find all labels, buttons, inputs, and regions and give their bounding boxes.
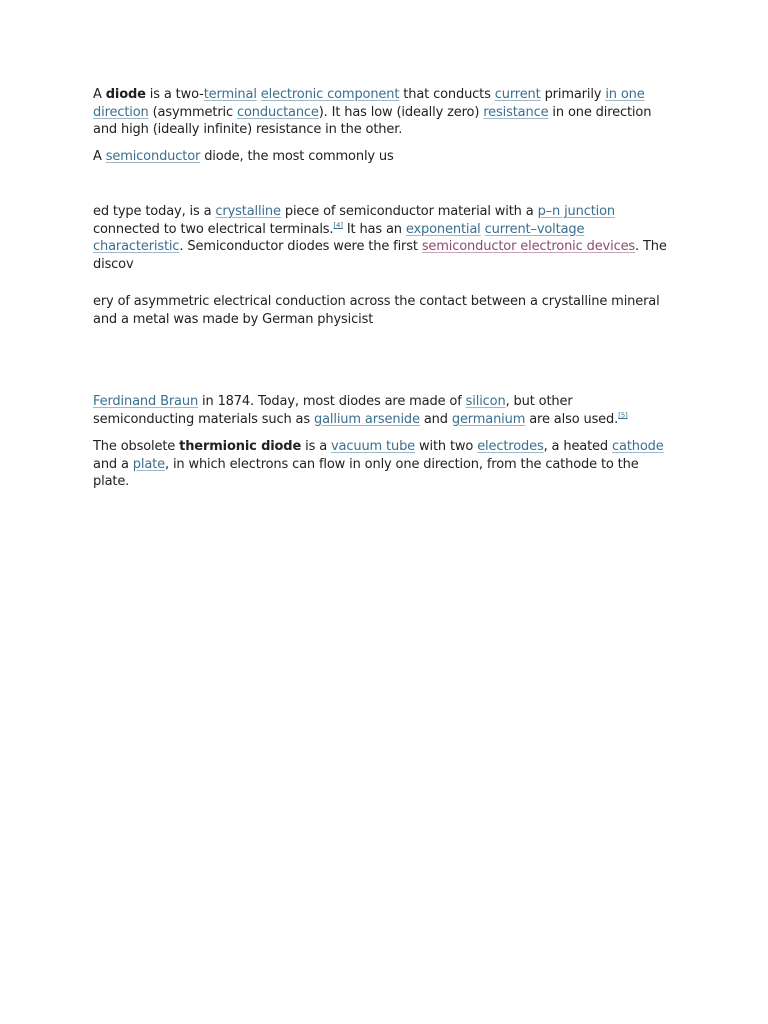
reference-link-5[interactable]: [5] xyxy=(618,411,628,420)
text: . The discov xyxy=(93,239,667,272)
link-conductance[interactable]: conductance xyxy=(236,104,319,120)
link-germanium[interactable]: germanium xyxy=(451,411,526,427)
text: A xyxy=(93,149,106,164)
text: primarily xyxy=(540,87,606,102)
text: piece of semiconductor material with a xyxy=(280,204,538,219)
text: are also used. xyxy=(525,411,619,427)
text: . Semiconductor diodes were the first xyxy=(179,239,422,255)
link-current-voltage-characteristic[interactable]: current–voltage characteristic xyxy=(93,221,585,255)
text: in 1874. Today, most diodes are made of xyxy=(198,394,466,409)
link-in-one-direction[interactable]: in one direction xyxy=(93,87,645,120)
link-electrodes[interactable]: electrodes xyxy=(477,439,544,454)
text: connected to two electrical terminals. xyxy=(93,221,334,237)
reference-5 xyxy=(618,411,627,419)
link-gallium-arsenide[interactable]: gallium arsenide xyxy=(313,411,420,427)
text: ed type today, is a xyxy=(93,204,216,219)
link-semiconductor-electronic-devices[interactable]: semiconductor electronic devices xyxy=(421,239,636,255)
text: (asymmetric xyxy=(148,104,237,120)
text: A xyxy=(93,87,106,102)
text: and a xyxy=(93,456,133,472)
link-electronic-component[interactable]: electronic component xyxy=(260,87,400,102)
link-terminal[interactable]: terminal xyxy=(203,87,257,102)
link-plate[interactable]: plate xyxy=(132,456,165,472)
link-semiconductor[interactable]: semiconductor xyxy=(105,149,201,164)
link-exponential[interactable]: exponential xyxy=(405,221,481,237)
text: , in which electrons can flow in only one direction, from the cathode to the plate. xyxy=(93,456,639,490)
reference-4 xyxy=(333,221,342,229)
text: is a xyxy=(301,439,331,454)
bold-term-diode: diode xyxy=(105,87,146,102)
text: ). It has low (ideally zero) xyxy=(318,104,484,120)
link-pn-junction[interactable]: p–n junction xyxy=(537,204,616,219)
text: The obsolete xyxy=(93,439,180,454)
paragraph-braun xyxy=(93,393,675,428)
paragraph-discovery xyxy=(93,293,675,328)
link-current[interactable]: current xyxy=(494,87,541,102)
bold-term-thermionic-diode: thermionic diode xyxy=(179,439,302,454)
link-vacuum-tube[interactable]: vacuum tube xyxy=(331,439,416,454)
text: , but other semiconducting materials such as xyxy=(93,394,573,427)
paragraph-semiconductor-start xyxy=(93,148,675,166)
text: in one direction and high (ideally infinite) resistance in the other. xyxy=(93,104,652,138)
text: with two xyxy=(415,439,478,454)
text: ery of asymmetric electrical conduction across the contact between a crystalline mineral and a metal was made by German physicist xyxy=(93,294,660,327)
paragraph-thermionic xyxy=(93,438,675,491)
text: and xyxy=(419,411,452,427)
text: , a heated xyxy=(543,439,612,454)
link-crystalline[interactable]: crystalline xyxy=(215,204,281,219)
text: is a two- xyxy=(145,87,204,102)
text: diode, the most commonly us xyxy=(200,149,394,164)
paragraph-intro xyxy=(93,86,675,139)
reference-link-4[interactable]: [4] xyxy=(333,221,343,230)
text: that conducts xyxy=(399,87,495,102)
paragraph-semiconductor-continued xyxy=(93,203,675,273)
text: It has an xyxy=(342,221,406,237)
link-ferdinand-braun[interactable]: Ferdinand Braun xyxy=(93,394,199,409)
link-cathode[interactable]: cathode xyxy=(612,439,664,454)
link-resistance[interactable]: resistance xyxy=(483,104,549,120)
link-silicon[interactable]: silicon xyxy=(465,394,506,409)
